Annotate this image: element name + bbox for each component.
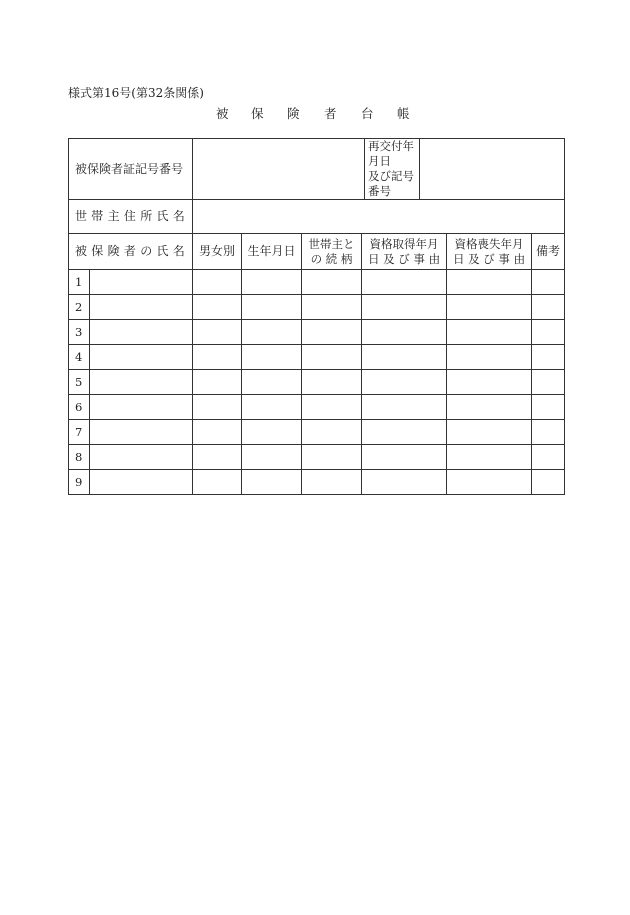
col-header-acquisition-line2: 日 及 び 事 由 (367, 251, 441, 266)
row-number: 2 (69, 295, 90, 320)
cert-number-row (69, 139, 565, 200)
table-row (69, 420, 565, 445)
col-header-relation (302, 234, 362, 270)
cert-number-field[interactable] (193, 139, 365, 200)
cell-acquisition[interactable] (362, 345, 447, 370)
cell-loss[interactable] (447, 370, 532, 395)
cell-acquisition[interactable] (362, 420, 447, 445)
col-header-gender: 男女別 (193, 234, 242, 270)
cell-remarks[interactable] (532, 270, 565, 295)
cell-birthdate[interactable] (242, 395, 302, 420)
cell-name[interactable] (90, 345, 193, 370)
title-char: 険 (287, 106, 300, 121)
cell-gender[interactable] (193, 270, 242, 295)
row-number: 6 (69, 395, 90, 420)
col-header-acquisition (362, 234, 447, 270)
cell-birthdate[interactable] (242, 445, 302, 470)
cell-relation[interactable] (302, 395, 362, 420)
row-number: 4 (69, 345, 90, 370)
cell-remarks[interactable] (532, 470, 565, 495)
cell-birthdate[interactable] (242, 345, 302, 370)
cell-name[interactable] (90, 370, 193, 395)
title-char: 保 (251, 106, 264, 121)
reissue-field[interactable] (420, 139, 565, 200)
row-number: 8 (69, 445, 90, 470)
cell-gender[interactable] (193, 420, 242, 445)
table-row (69, 445, 565, 470)
insured-ledger-table (68, 138, 565, 495)
cell-birthdate[interactable] (242, 420, 302, 445)
title-char: 被 (216, 106, 229, 121)
cell-relation[interactable] (302, 420, 362, 445)
cell-name[interactable] (90, 445, 193, 470)
cert-number-label: 被保険者証記号番号 (69, 139, 193, 200)
cell-gender[interactable] (193, 395, 242, 420)
cell-loss[interactable] (447, 345, 532, 370)
cell-name[interactable] (90, 470, 193, 495)
col-header-remarks: 備考 (532, 234, 565, 270)
cell-loss[interactable] (447, 320, 532, 345)
cell-name[interactable] (90, 295, 193, 320)
cell-remarks[interactable] (532, 345, 565, 370)
cell-birthdate[interactable] (242, 320, 302, 345)
col-header-loss-line2: 日 及 び 事 由 (452, 251, 526, 266)
cell-remarks[interactable] (532, 395, 565, 420)
cell-loss[interactable] (447, 270, 532, 295)
table-row (69, 295, 565, 320)
col-header-birthdate: 生年月日 (242, 234, 302, 270)
reissue-label-line1: 再交付年月日 (368, 139, 415, 168)
col-header-loss (447, 234, 532, 270)
cell-loss[interactable] (447, 295, 532, 320)
col-header-acquisition-line1: 資格取得年月 (369, 236, 439, 251)
title-char: 者 (324, 106, 337, 121)
col-header-relation-line1: 世帯主と (308, 236, 355, 251)
cell-name[interactable] (90, 395, 193, 420)
col-header-name: 被保険者の氏名 (69, 234, 193, 270)
cell-relation[interactable] (302, 445, 362, 470)
cell-relation[interactable] (302, 295, 362, 320)
reissue-label-line2: 及び記号番号 (368, 169, 415, 198)
row-number: 7 (69, 420, 90, 445)
table-row (69, 395, 565, 420)
householder-field[interactable] (193, 200, 565, 234)
cell-loss[interactable] (447, 445, 532, 470)
cell-acquisition[interactable] (362, 370, 447, 395)
cell-acquisition[interactable] (362, 295, 447, 320)
cell-remarks[interactable] (532, 420, 565, 445)
cell-relation[interactable] (302, 345, 362, 370)
row-number: 9 (69, 470, 90, 495)
cell-gender[interactable] (193, 370, 242, 395)
cell-acquisition[interactable] (362, 395, 447, 420)
cell-acquisition[interactable] (362, 270, 447, 295)
table-row (69, 370, 565, 395)
cell-birthdate[interactable] (242, 470, 302, 495)
cell-name[interactable] (90, 420, 193, 445)
householder-label: 世帯主住所氏名 (69, 200, 193, 234)
cell-acquisition[interactable] (362, 470, 447, 495)
title-char: 台 (361, 106, 374, 121)
cell-relation[interactable] (302, 370, 362, 395)
cell-acquisition[interactable] (362, 445, 447, 470)
cell-loss[interactable] (447, 395, 532, 420)
cell-gender[interactable] (193, 320, 242, 345)
row-number: 5 (69, 370, 90, 395)
cell-birthdate[interactable] (242, 295, 302, 320)
cell-remarks[interactable] (532, 320, 565, 345)
cell-gender[interactable] (193, 295, 242, 320)
cell-gender[interactable] (193, 470, 242, 495)
householder-row (69, 200, 565, 234)
cell-name[interactable] (90, 320, 193, 345)
cell-relation[interactable] (302, 320, 362, 345)
cell-gender[interactable] (193, 445, 242, 470)
cell-remarks[interactable] (532, 445, 565, 470)
cell-gender[interactable] (193, 345, 242, 370)
cell-birthdate[interactable] (242, 270, 302, 295)
cell-remarks[interactable] (532, 295, 565, 320)
table-row (69, 270, 565, 295)
reissue-label (365, 139, 420, 200)
col-header-loss-line1: 資格喪失年月 (454, 236, 524, 251)
form-number: 様式第16号(第32条関係) (68, 86, 204, 100)
cell-remarks[interactable] (532, 370, 565, 395)
column-header-row (69, 234, 565, 270)
col-header-relation-line2: の 続 柄 (310, 251, 353, 266)
cell-relation[interactable] (302, 270, 362, 295)
cell-name[interactable] (90, 270, 193, 295)
row-number: 3 (69, 320, 90, 345)
cell-loss[interactable] (447, 420, 532, 445)
cell-acquisition[interactable] (362, 320, 447, 345)
row-number: 1 (69, 270, 90, 295)
cell-loss[interactable] (447, 470, 532, 495)
cell-birthdate[interactable] (242, 370, 302, 395)
cell-relation[interactable] (302, 470, 362, 495)
table-row (69, 345, 565, 370)
title-char: 帳 (397, 106, 410, 121)
table-row (69, 470, 565, 495)
table-row (69, 320, 565, 345)
